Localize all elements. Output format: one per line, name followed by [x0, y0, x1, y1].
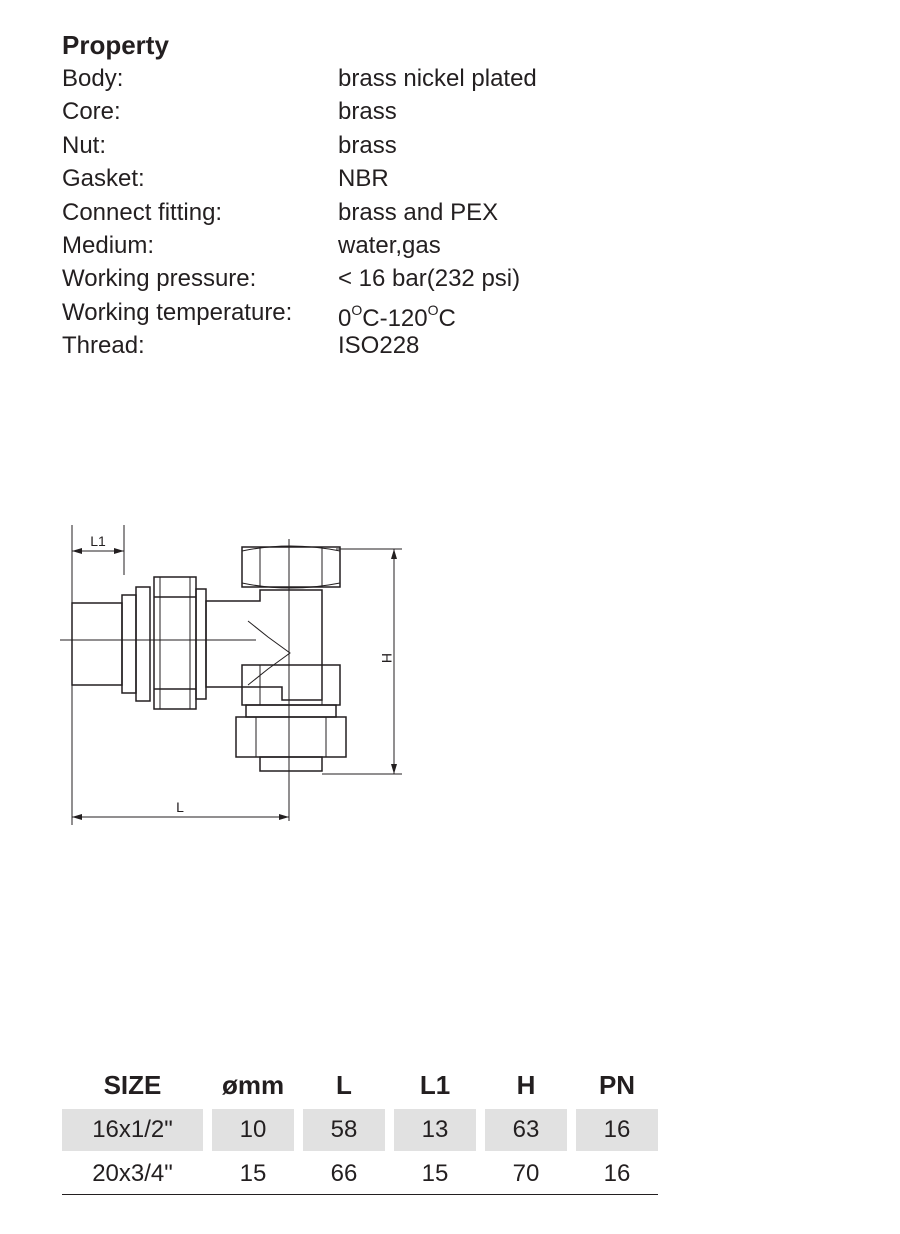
dimension-label-l1: L1	[90, 533, 106, 549]
pex-connector	[260, 757, 322, 771]
dimension-label-l: L	[176, 799, 184, 815]
cell-l: 66	[330, 1160, 358, 1187]
property-list	[62, 28, 537, 363]
union-nut-left	[154, 577, 196, 709]
property-value: ISO228	[338, 332, 420, 360]
threaded-tail	[72, 603, 122, 685]
property-label: Thread:	[62, 332, 145, 360]
property-row-thread	[62, 329, 420, 362]
property-row-working-pressure	[62, 262, 521, 295]
header-size: SIZE	[103, 1070, 162, 1100]
cell-diameter: 15	[239, 1160, 267, 1187]
property-label: Core:	[62, 98, 121, 126]
header-pn: PN	[598, 1070, 636, 1100]
cell-pn: 16	[576, 1109, 658, 1151]
header-diameter: ømm	[221, 1070, 285, 1100]
dimension-h	[322, 549, 402, 774]
property-row-nut	[62, 129, 397, 162]
cell-l: 58	[303, 1109, 385, 1151]
spec-table-header	[62, 1063, 658, 1107]
lower-nut	[242, 665, 340, 705]
cell-h: 63	[485, 1109, 567, 1151]
property-label: Working pressure:	[62, 265, 257, 293]
property-value: brass	[338, 131, 397, 159]
property-value: < 16 bar(232 psi)	[338, 265, 521, 293]
header-l: L	[336, 1070, 352, 1100]
cell-l1: 13	[394, 1109, 476, 1151]
compression-nut	[236, 717, 346, 757]
property-row-medium	[62, 229, 441, 262]
table-row	[62, 1109, 658, 1151]
property-value: brass	[338, 98, 397, 126]
property-row-working-temperature	[62, 296, 456, 332]
dimension-l1	[72, 525, 124, 605]
property-label: Medium:	[62, 231, 155, 259]
cell-l1: 15	[421, 1160, 449, 1187]
property-row-gasket	[62, 162, 389, 195]
property-row-connect-fitting	[62, 196, 499, 229]
property-value: brass nickel plated	[338, 65, 537, 92]
top-nut	[242, 546, 340, 588]
property-row-core	[62, 95, 397, 128]
cell-h: 70	[512, 1160, 540, 1187]
valve-body	[206, 590, 322, 700]
table-bottom-rule	[62, 1194, 658, 1195]
cell-diameter: 10	[212, 1109, 294, 1151]
property-label: Working temperature:	[62, 298, 293, 326]
property-title: Property	[62, 30, 169, 60]
property-label: Connect fitting:	[62, 198, 223, 226]
property-label: Gasket:	[62, 165, 145, 193]
property-label: Body:	[62, 65, 124, 92]
dimension-label-h: H	[379, 652, 395, 664]
property-value: NBR	[338, 165, 389, 193]
cell-size: 16x1/2"	[62, 1109, 203, 1151]
cell-pn: 16	[603, 1160, 631, 1187]
valve-technical-drawing	[60, 525, 420, 835]
table-row	[62, 1153, 658, 1195]
property-row-body	[62, 62, 537, 95]
spec-table	[62, 1063, 658, 1195]
property-label: Nut:	[62, 131, 107, 159]
property-value: $0^OC-120^OC$	[338, 301, 456, 332]
header-l1: L1	[419, 1070, 451, 1100]
property-value: water,gas	[338, 231, 441, 259]
property-value: brass and PEX	[338, 198, 499, 226]
cell-size: 20x3/4"	[92, 1160, 173, 1187]
header-h: H	[516, 1070, 536, 1100]
